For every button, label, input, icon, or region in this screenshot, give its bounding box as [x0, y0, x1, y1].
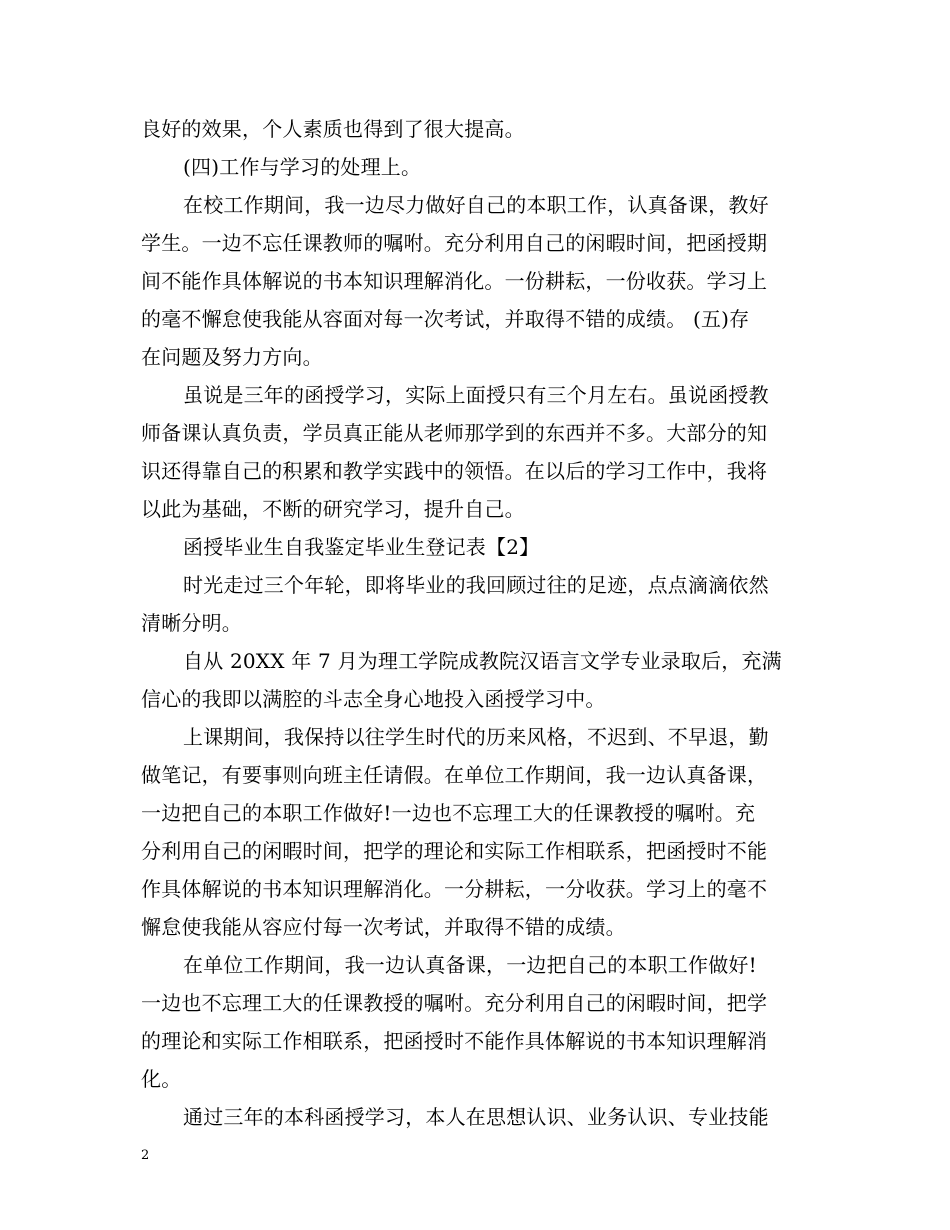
text-line: 良好的效果，个人素质也得到了很大提高。	[141, 117, 525, 141]
text-line: 在校工作期间，我一边尽力做好自己的本职工作，认真备课，教好	[183, 193, 769, 217]
text-line: 时光走过三个年轮，即将毕业的我回顾过往的足迹，点点滴滴依然	[183, 573, 769, 597]
text-line: 在问题及努力方向。	[141, 345, 323, 369]
text-line: 的理论和实际工作相联系，把函授时不能作具体解说的书本知识理解消	[141, 1029, 768, 1053]
text-line: 信心的我即以满腔的斗志全身心地投入函授学习中。	[141, 687, 606, 711]
text-line: 做笔记，有要事则向班主任请假。在单位工作期间，我一边认真备课，	[141, 763, 768, 787]
text-line: 以此为基础，不断的研究学习，提升自己。	[141, 497, 525, 521]
section-heading: 函授毕业生自我鉴定毕业生登记表【2】	[183, 535, 540, 559]
text-line: 间不能作具体解说的书本知识理解消化。一份耕耘，一份收获。学习上	[141, 269, 768, 293]
text-line: 懈怠使我能从容应付每一次考试，并取得不错的成绩。	[141, 915, 626, 939]
text-line: 一边也不忘理工大的任课教授的嘱咐。充分利用自己的闲暇时间，把学	[141, 991, 768, 1015]
text-line: 一边把自己的本职工作做好!一边也不忘理工大的任课教授的嘱咐。充	[141, 801, 756, 825]
section-heading: (四)工作与学习的处理上。	[183, 155, 422, 179]
text-line: 自从 20XX 年 7 月为理工学院成教院汉语言文学专业录取后，充满	[183, 649, 782, 673]
text-line: 师备课认真负责，学员真正能从老师那学到的东西并不多。大部分的知	[141, 421, 768, 445]
text-line: 分利用自己的闲暇时间，把学的理论和实际工作相联系，把函授时不能	[141, 839, 768, 863]
text-line: 学生。一边不忘任课教师的嘱咐。充分利用自己的闲暇时间，把函授期	[141, 231, 768, 255]
text-line: 在单位工作期间，我一边认真备课，一边把自己的本职工作做好!	[183, 953, 757, 977]
text-line: 识还得靠自己的积累和教学实践中的领悟。在以后的学习工作中，我将	[141, 459, 768, 483]
page-number: 2	[141, 1148, 150, 1163]
text-line: 虽说是三年的函授学习，实际上面授只有三个月左右。虽说函授教	[183, 383, 769, 407]
text-line: 上课期间，我保持以往学生时代的历来风格，不迟到、不早退，勤	[183, 725, 769, 749]
text-line: 的毫不懈怠使我能从容面对每一次考试，并取得不错的成绩。 (五)存	[141, 307, 750, 331]
text-line: 化。	[141, 1067, 182, 1091]
text-line: 清晰分明。	[141, 611, 242, 635]
text-line: 作具体解说的书本知识理解消化。一分耕耘，一分收获。学习上的毫不	[141, 877, 768, 901]
text-line: 通过三年的本科函授学习，本人在思想认识、业务认识、专业技能	[183, 1105, 769, 1129]
